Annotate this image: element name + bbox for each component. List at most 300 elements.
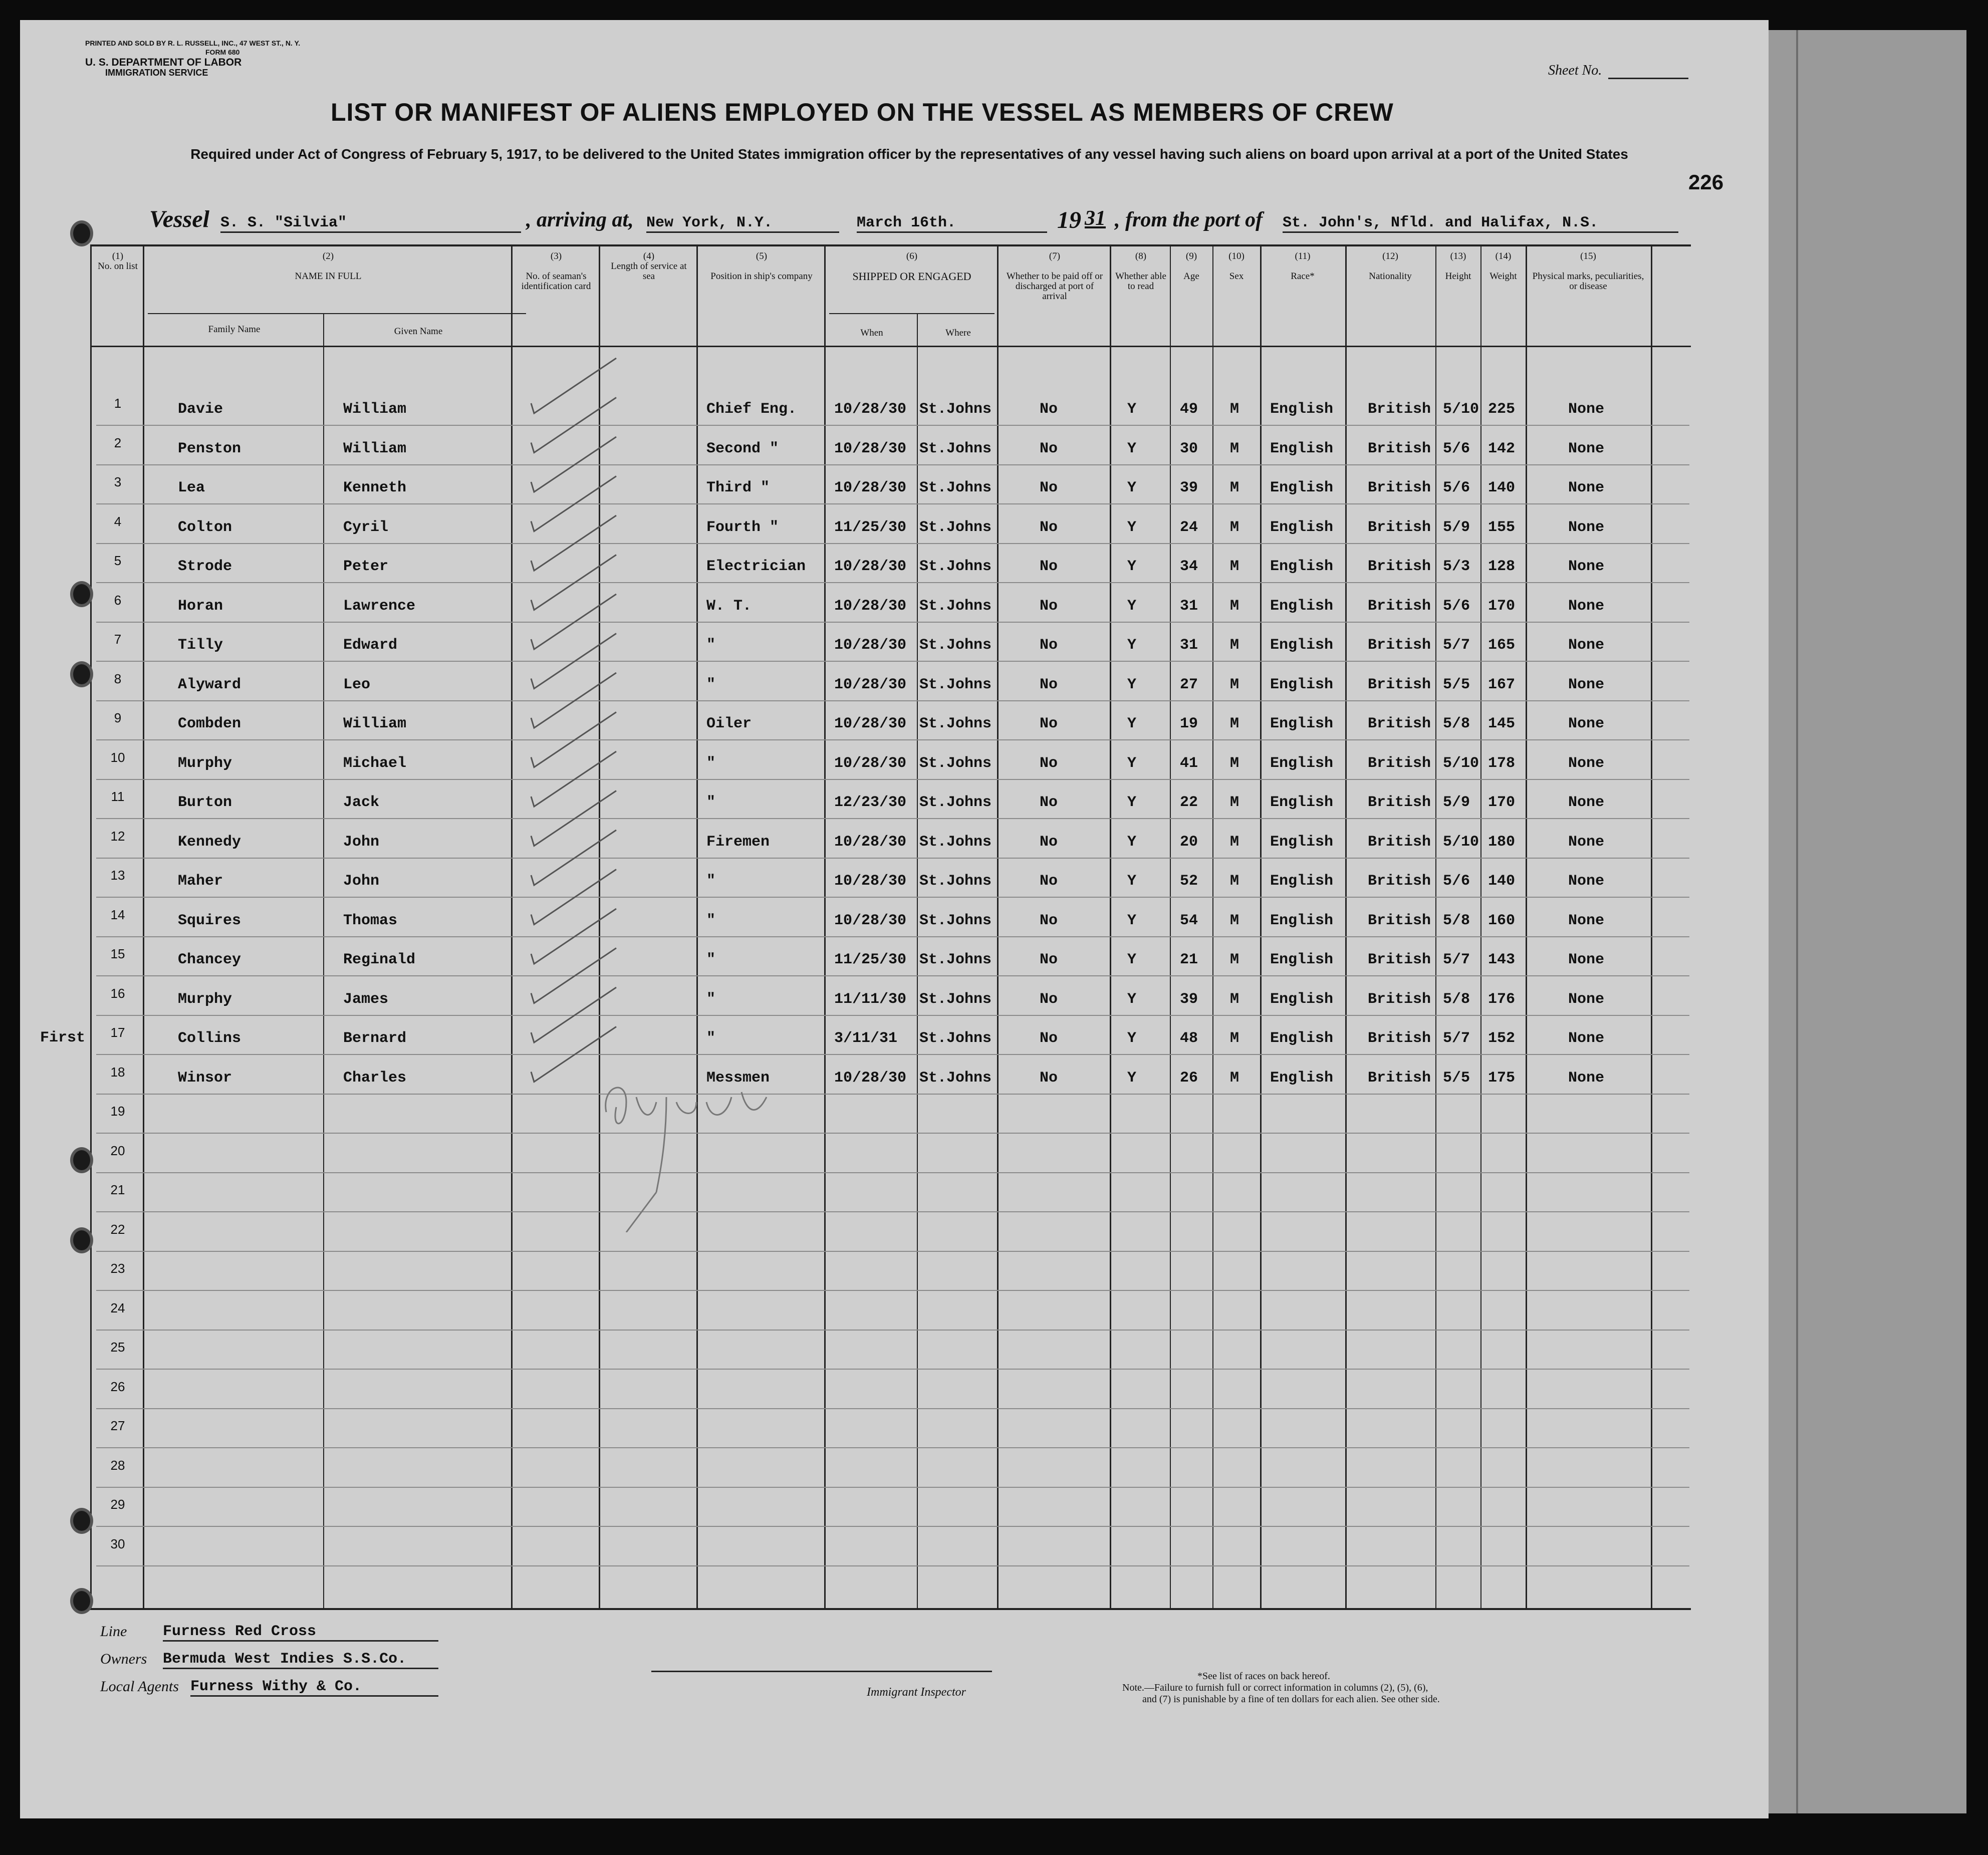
cell-when: 10/28/30 (834, 479, 907, 496)
line-value: Furness Red Cross (163, 1623, 438, 1642)
binder-hole (70, 220, 93, 246)
row-rule (96, 975, 1689, 976)
cell-family: Colton (178, 518, 232, 536)
cell-paid-off: No (1040, 794, 1058, 811)
cell-sex: M (1230, 873, 1239, 890)
col5-header: (5) Position in ship's company (710, 251, 813, 282)
cell-age: 48 (1180, 1030, 1198, 1047)
cell-height: 5/10 (1443, 833, 1479, 851)
row-number: 16 (110, 985, 125, 1001)
cell-given: Reginald (343, 951, 416, 968)
col2-header: (2) NAME IN FULL (295, 251, 362, 282)
checkmark-icon (531, 870, 616, 925)
cell-sex: M (1230, 479, 1239, 496)
line-label: Line (100, 1623, 127, 1640)
row-number: 23 (110, 1261, 125, 1276)
cell-sex: M (1230, 637, 1239, 654)
row-number: 1 (114, 396, 122, 411)
cell-nationality: British (1368, 479, 1431, 496)
cell-read: Y (1127, 637, 1137, 654)
cell-marks: None (1568, 990, 1605, 1008)
cell-height: 5/10 (1443, 401, 1479, 418)
cell-given: John (343, 833, 380, 851)
cell-race: English (1270, 1030, 1334, 1047)
cell-family: Penston (178, 440, 241, 457)
inspector-scribble (596, 1067, 787, 1232)
cell-given: Edward (343, 637, 398, 654)
cell-where: St.Johns (919, 1069, 992, 1087)
cell-race: English (1270, 951, 1334, 968)
row-rule (96, 1054, 1689, 1055)
cell-height: 5/5 (1443, 1069, 1470, 1087)
cell-age: 34 (1180, 558, 1198, 575)
vessel-label: Vessel (149, 206, 209, 232)
cell-age: 31 (1180, 597, 1198, 615)
row-number: 2 (114, 435, 122, 450)
cell-position: Messmen (706, 1069, 770, 1087)
row-number: 3 (114, 474, 122, 489)
row-rule (96, 818, 1689, 819)
cell-weight: 143 (1488, 951, 1516, 968)
cell-read: Y (1127, 912, 1137, 929)
row-rule (96, 1408, 1689, 1409)
row-rule (96, 936, 1689, 937)
cell-read: Y (1127, 401, 1137, 418)
cell-paid-off: No (1040, 597, 1058, 615)
cell-family: Tilly (178, 637, 223, 654)
cell-age: 26 (1180, 1069, 1198, 1087)
cell-marks: None (1568, 951, 1605, 968)
row-number: 14 (110, 907, 125, 922)
cell-nationality: British (1368, 754, 1431, 772)
cell-sex: M (1230, 754, 1239, 772)
printer-line: PRINTED AND SOLD BY R. L. RUSSELL, INC., 47 WEST ST., N. Y. (85, 39, 301, 47)
cell-given: Michael (343, 754, 407, 772)
cell-paid-off: No (1040, 558, 1058, 575)
cell-height: 5/3 (1443, 558, 1470, 575)
binder-hole (70, 581, 93, 607)
cell-when: 10/28/30 (834, 754, 907, 772)
cell-paid-off: No (1040, 1030, 1058, 1047)
cell-race: English (1270, 518, 1334, 536)
cell-marks: None (1568, 440, 1605, 457)
cell-nationality: British (1368, 518, 1431, 536)
row-number: 8 (114, 671, 122, 686)
cell-weight: 160 (1488, 912, 1516, 929)
row-rule (96, 1487, 1689, 1488)
checkmark-strokes (516, 348, 641, 1125)
cell-height: 5/7 (1443, 951, 1470, 968)
cell-read: Y (1127, 715, 1137, 732)
cell-when: 11/25/30 (834, 951, 907, 968)
cell-position: " (706, 676, 716, 693)
checkmark-icon (531, 830, 616, 885)
cell-position: Second " (706, 440, 779, 457)
cell-family: Winsor (178, 1069, 232, 1087)
cell-where: St.Johns (919, 990, 992, 1008)
cell-given: Leo (343, 676, 371, 693)
cell-weight: 142 (1488, 440, 1516, 457)
row-rule (96, 1133, 1689, 1134)
col7-header: (7) Whether to be paid off or discharged at port of arrival (1006, 251, 1103, 302)
cell-family: Chancey (178, 951, 241, 968)
cell-when: 10/28/30 (834, 440, 907, 457)
owners-label: Owners (100, 1651, 147, 1667)
cell-nationality: British (1368, 676, 1431, 693)
cell-height: 5/8 (1443, 715, 1470, 732)
arriving-at: New York, N.Y. (646, 214, 839, 233)
cell-read: Y (1127, 676, 1137, 693)
cell-paid-off: No (1040, 912, 1058, 929)
row-rule (96, 739, 1689, 740)
col11-header: (11) Race* (1291, 251, 1315, 282)
sheet-no-line (1608, 78, 1688, 79)
checkmark-icon (531, 437, 616, 492)
cell-height: 5/7 (1443, 637, 1470, 654)
row-number: 19 (110, 1104, 125, 1119)
row-rule (96, 1015, 1689, 1016)
cell-paid-off: No (1040, 951, 1058, 968)
row-number: 21 (110, 1182, 125, 1197)
fine-note: Note.—Failure to furnish full or correct information in columns (2), (5), (6), (1122, 1682, 1428, 1693)
cell-when: 12/23/30 (834, 794, 907, 811)
cell-weight: 175 (1488, 1069, 1516, 1087)
form-number: FORM 680 (205, 48, 240, 56)
row-number: 28 (110, 1457, 125, 1473)
row-rule (96, 1094, 1689, 1095)
cell-paid-off: No (1040, 833, 1058, 851)
cell-weight: 140 (1488, 479, 1516, 496)
cell-given: Jack (343, 794, 380, 811)
cell-where: St.Johns (919, 637, 992, 654)
cell-race: English (1270, 440, 1334, 457)
row-rule (96, 1565, 1689, 1566)
cell-when: 3/11/31 (834, 1030, 898, 1047)
cell-position: Chief Eng. (706, 401, 797, 418)
checkmark-icon (531, 948, 616, 1003)
cell-nationality: British (1368, 597, 1431, 615)
cell-given: Peter (343, 558, 389, 575)
from-port: St. John's, Nfld. and Halifax, N.S. (1283, 214, 1678, 233)
cell-position: Fourth " (706, 518, 779, 536)
cell-nationality: British (1368, 990, 1431, 1008)
cell-family: Lea (178, 479, 205, 496)
row-rule (96, 1369, 1689, 1370)
cell-sex: M (1230, 833, 1239, 851)
underlying-page (1766, 30, 1966, 1813)
cell-given: William (343, 440, 407, 457)
cell-paid-off: No (1040, 518, 1058, 536)
cell-nationality: British (1368, 558, 1431, 575)
cell-race: English (1270, 794, 1334, 811)
cell-nationality: British (1368, 637, 1431, 654)
row-rule (96, 1290, 1689, 1291)
margin-note: First (40, 1029, 86, 1046)
cell-read: Y (1127, 1069, 1137, 1087)
cell-when: 10/28/30 (834, 401, 907, 418)
row-number: 24 (110, 1300, 125, 1315)
cell-race: English (1270, 873, 1334, 890)
required-text: Required under Act of Congress of February 5, 1917, to be delivered to the United States immigration officer by the representatives of any vessel having such aliens on board upon arrival at a port of the United States (190, 146, 1628, 162)
cell-family: Davie (178, 401, 223, 418)
cell-race: English (1270, 715, 1334, 732)
row-number: 10 (110, 749, 125, 765)
cell-when: 11/25/30 (834, 518, 907, 536)
checkmark-icon (531, 555, 616, 610)
cell-age: 49 (1180, 401, 1198, 418)
cell-race: English (1270, 833, 1334, 851)
cell-weight: 180 (1488, 833, 1516, 851)
year-prefix: 19 (1057, 207, 1081, 233)
cell-when: 10/28/30 (834, 833, 907, 851)
cell-where: St.Johns (919, 479, 992, 496)
cell-race: English (1270, 597, 1334, 615)
cell-paid-off: No (1040, 401, 1058, 418)
when-header: When (860, 328, 883, 338)
cell-nationality: British (1368, 873, 1431, 890)
cell-when: 10/28/30 (834, 597, 907, 615)
row-number: 29 (110, 1497, 125, 1512)
col4-header: (4) Length of service at sea (611, 251, 687, 282)
cell-when: 10/28/30 (834, 1069, 907, 1087)
races-note: *See list of races on back hereof. (1197, 1671, 1330, 1682)
cell-when: 10/28/30 (834, 558, 907, 575)
cell-read: Y (1127, 794, 1137, 811)
cell-read: Y (1127, 833, 1137, 851)
cell-where: St.Johns (919, 754, 992, 772)
cell-position: W. T. (706, 597, 752, 615)
row-number: 25 (110, 1340, 125, 1355)
row-number: 17 (110, 1025, 125, 1040)
cell-weight: 128 (1488, 558, 1516, 575)
cell-position: Firemen (706, 833, 770, 851)
cell-marks: None (1568, 479, 1605, 496)
cell-family: Burton (178, 794, 232, 811)
cell-read: Y (1127, 873, 1137, 890)
sheet-no-label: Sheet No. (1548, 63, 1602, 78)
cell-family: Murphy (178, 990, 232, 1008)
cell-given: Lawrence (343, 597, 416, 615)
row-rule (96, 858, 1689, 859)
row-rule (96, 1330, 1689, 1331)
vessel-name: S. S. "Silvia" (220, 214, 521, 233)
from-label: , from the port of (1115, 208, 1263, 231)
cell-marks: None (1568, 518, 1605, 536)
row-number: 13 (110, 868, 125, 883)
cell-position: Electrician (706, 558, 806, 575)
cell-position: " (706, 754, 716, 772)
cell-given: Thomas (343, 912, 398, 929)
cell-marks: None (1568, 754, 1605, 772)
row-rule (96, 622, 1689, 623)
binder-hole (70, 1588, 93, 1614)
cell-read: Y (1127, 951, 1137, 968)
binder-hole (70, 661, 93, 687)
cell-nationality: British (1368, 715, 1431, 732)
cell-sex: M (1230, 990, 1239, 1008)
cell-nationality: British (1368, 1030, 1431, 1047)
cell-where: St.Johns (919, 1030, 992, 1047)
row-number: 20 (110, 1143, 125, 1158)
cell-marks: None (1568, 833, 1605, 851)
cell-weight: 170 (1488, 794, 1516, 811)
cell-weight: 170 (1488, 597, 1516, 615)
cell-sex: M (1230, 794, 1239, 811)
cell-race: English (1270, 401, 1334, 418)
cell-age: 22 (1180, 794, 1198, 811)
cell-paid-off: No (1040, 1069, 1058, 1087)
cell-where: St.Johns (919, 794, 992, 811)
col14-header: (14) Weight (1489, 251, 1517, 282)
row-rule (96, 582, 1689, 583)
cell-given: William (343, 401, 407, 418)
cell-marks: None (1568, 1069, 1605, 1087)
row-rule (96, 425, 1689, 426)
agents-value: Furness Withy & Co. (190, 1678, 438, 1697)
cell-race: English (1270, 1069, 1334, 1087)
cell-marks: None (1568, 676, 1605, 693)
checkmark-icon (531, 594, 616, 649)
fine-note-2: and (7) is punishable by a fine of ten dollars for each alien. See other side. (1142, 1694, 1440, 1705)
cell-sex: M (1230, 597, 1239, 615)
binder-hole (70, 1147, 93, 1173)
row-number: 26 (110, 1379, 125, 1394)
cell-race: English (1270, 990, 1334, 1008)
cell-position: Third " (706, 479, 770, 496)
cell-marks: None (1568, 873, 1605, 890)
page-number: 226 (1688, 170, 1724, 194)
cell-when: 10/28/30 (834, 873, 907, 890)
family-name-header: Family Name (208, 324, 261, 335)
cell-where: St.Johns (919, 833, 992, 851)
checkmark-icon (531, 515, 616, 571)
inspector-label: Immigrant Inspector (867, 1686, 966, 1699)
cell-nationality: British (1368, 794, 1431, 811)
cell-age: 24 (1180, 518, 1198, 536)
cell-age: 27 (1180, 676, 1198, 693)
cell-family: Maher (178, 873, 223, 890)
cell-position: " (706, 1030, 716, 1047)
cell-marks: None (1568, 794, 1605, 811)
cell-height: 5/9 (1443, 794, 1470, 811)
row-rule (96, 1251, 1689, 1252)
col10-header: (10) Sex (1228, 251, 1245, 282)
given-name-header: Given Name (394, 326, 443, 337)
row-number: 5 (114, 553, 122, 568)
where-header: Where (945, 328, 971, 338)
cell-sex: M (1230, 558, 1239, 575)
cell-given: John (343, 873, 380, 890)
cell-given: James (343, 990, 389, 1008)
cell-height: 5/7 (1443, 1030, 1470, 1047)
cell-age: 31 (1180, 637, 1198, 654)
checkmark-icon (531, 987, 616, 1042)
row-number: 15 (110, 946, 125, 961)
cell-read: Y (1127, 518, 1137, 536)
col13-header: (13) Height (1445, 251, 1471, 282)
cell-nationality: British (1368, 833, 1431, 851)
cell-given: Cyril (343, 518, 389, 536)
checkmark-icon (531, 398, 616, 453)
cell-paid-off: No (1040, 990, 1058, 1008)
cell-age: 52 (1180, 873, 1198, 890)
cell-family: Strode (178, 558, 232, 575)
cell-read: Y (1127, 558, 1137, 575)
cell-nationality: British (1368, 440, 1431, 457)
cell-marks: None (1568, 401, 1605, 418)
cell-height: 5/6 (1443, 440, 1470, 457)
cell-position: " (706, 794, 716, 811)
row-number: 7 (114, 632, 122, 647)
checkmark-icon (531, 673, 616, 728)
cell-age: 39 (1180, 990, 1198, 1008)
cell-race: English (1270, 754, 1334, 772)
cell-race: English (1270, 912, 1334, 929)
binder-hole (70, 1227, 93, 1253)
cell-height: 5/6 (1443, 479, 1470, 496)
cell-marks: None (1568, 715, 1605, 732)
cell-height: 5/9 (1443, 518, 1470, 536)
cell-where: St.Johns (919, 440, 992, 457)
row-rule (96, 1172, 1689, 1173)
row-rule (96, 503, 1689, 504)
row-number: 12 (110, 828, 125, 844)
agents-label: Local Agents (100, 1678, 179, 1695)
service: IMMIGRATION SERVICE (105, 68, 208, 78)
cell-when: 11/11/30 (834, 990, 907, 1008)
cell-weight: 178 (1488, 754, 1516, 772)
cell-marks: None (1568, 1030, 1605, 1047)
cell-age: 30 (1180, 440, 1198, 457)
row-rule (96, 700, 1689, 701)
checkmark-icon (531, 712, 616, 767)
cell-age: 54 (1180, 912, 1198, 929)
cell-where: St.Johns (919, 558, 992, 575)
checkmark-icon (531, 751, 616, 807)
checkmark-icon (531, 909, 616, 964)
cell-age: 21 (1180, 951, 1198, 968)
cell-given: Charles (343, 1069, 407, 1087)
cell-read: Y (1127, 990, 1137, 1008)
cell-position: " (706, 637, 716, 654)
col1-header: (1) No. on list (98, 251, 138, 272)
cell-position: " (706, 990, 716, 1008)
cell-weight: 140 (1488, 873, 1516, 890)
cell-sex: M (1230, 912, 1239, 929)
cell-sex: M (1230, 518, 1239, 536)
checkmark-icon (531, 476, 616, 532)
col8-header: (8) Whether able to read (1115, 251, 1166, 292)
cell-marks: None (1568, 637, 1605, 654)
cell-weight: 155 (1488, 518, 1516, 536)
binder-hole (70, 1508, 93, 1534)
cell-nationality: British (1368, 951, 1431, 968)
cell-position: " (706, 951, 716, 968)
page-title: LIST OR MANIFEST OF ALIENS EMPLOYED ON THE VESSEL AS MEMBERS OF CREW (331, 98, 1394, 126)
cell-weight: 165 (1488, 637, 1516, 654)
row-number: 11 (111, 789, 125, 804)
cell-where: St.Johns (919, 873, 992, 890)
cell-family: Kennedy (178, 833, 241, 851)
cell-when: 10/28/30 (834, 676, 907, 693)
cell-when: 10/28/30 (834, 912, 907, 929)
row-rule (96, 543, 1689, 544)
cell-read: Y (1127, 1030, 1137, 1047)
cell-family: Combden (178, 715, 241, 732)
row-number: 18 (110, 1064, 125, 1080)
row-rule (96, 1447, 1689, 1448)
cell-weight: 152 (1488, 1030, 1516, 1047)
